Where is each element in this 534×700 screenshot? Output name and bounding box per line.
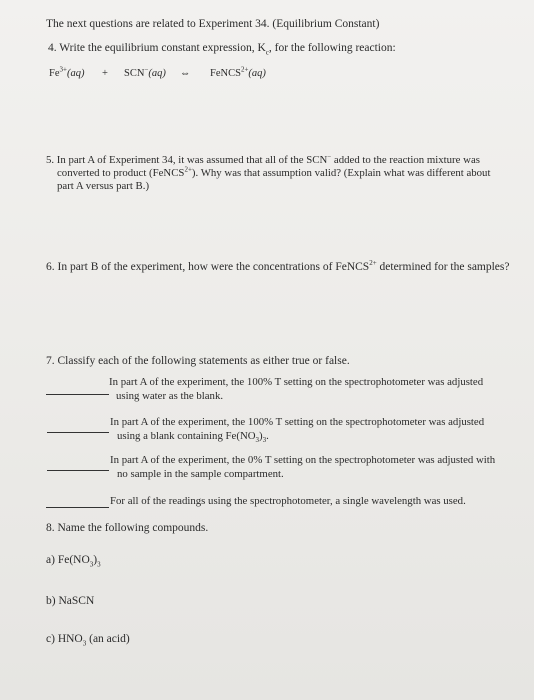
statement-2-line-2: using a blank containing $Fe(NO_3)_3$. xyxy=(117,430,269,445)
q4-text-b: , for the following reaction: xyxy=(268,42,396,54)
statement-3-line-1: In part A of the experiment, the 0% T setting on the spectrophotometer was adjusted with xyxy=(110,454,496,466)
q4-kc-subscript: c xyxy=(265,48,269,57)
question-5-line-3: part A versus part B.) xyxy=(57,180,150,192)
statement-2-line-1: In part A of the experiment, the 100% T setting on the spectrophotometer was adjusted xyxy=(110,416,485,428)
answer-blank-1[interactable] xyxy=(46,394,109,395)
compound-a: a) $Fe(NO_3)_3$ xyxy=(46,554,101,569)
answer-blank-4[interactable] xyxy=(46,507,109,508)
intro-text: The next questions are related to Experiment 34. (Equilibrium Constant) xyxy=(46,18,380,30)
compound-c: c) $HNO_3$ (an acid) xyxy=(46,633,130,648)
question-8-heading: 8. Name the following compounds. xyxy=(46,522,209,534)
plus-sign: + xyxy=(102,68,108,79)
reactant-scn: SCN−(aq) xyxy=(124,65,166,79)
question-4 xyxy=(48,41,396,55)
q4-text-a: 4. Write the equilibrium constant expression, K xyxy=(48,42,266,54)
statement-3-line-2: no sample in the sample compartment. xyxy=(117,468,284,480)
statement-4-line-1: For all of the readings using the spectrophotometer, a single wavelength was used. xyxy=(110,495,466,507)
question-7-heading: 7. Classify each of the following statements as either true or false. xyxy=(46,355,350,367)
compound-b: b) NaSCN xyxy=(46,595,95,607)
statement-1-line-2: using water as the blank. xyxy=(116,390,224,402)
question-5-line-2: converted to product (FeNCS$^{2+}$). Why was that assumption valid? (Explain what was different about xyxy=(57,165,491,179)
product-fencs: FeNCS$^{2+}$(aq) xyxy=(210,65,266,79)
question-5-line-1: 5. In part A of Experiment 34, it was assumed that all of the SCN− added to the reaction mixture was xyxy=(46,152,480,166)
answer-blank-2[interactable] xyxy=(47,432,109,433)
answer-blank-3[interactable] xyxy=(47,470,109,471)
question-6: 6. In part B of the experiment, how were the concentrations of FeNCS$^{2+}$ determined for the samples? xyxy=(46,259,510,273)
reactant-fe: $Fe^{3+}(aq)$ xyxy=(49,65,85,79)
statement-1-line-1: In part A of the experiment, the 100% T setting on the spectrophotometer was adjusted xyxy=(109,376,484,388)
equilibrium-arrow: ⇔ xyxy=(180,68,191,79)
